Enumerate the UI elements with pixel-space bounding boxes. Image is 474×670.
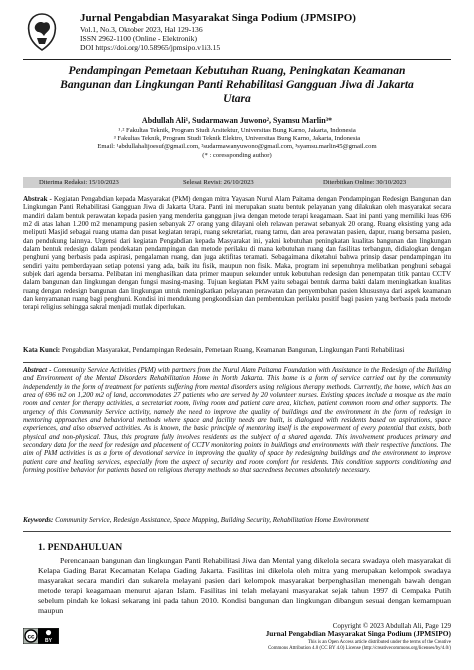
header-rule <box>23 59 451 60</box>
by-label: BY <box>45 638 52 644</box>
corresponding-note: (* : coressponding author) <box>202 151 272 159</box>
journal-header <box>80 12 450 52</box>
affiliation-2: ³ Fakultas Teknik, Program Studi Teknik Elektro, Universitas Bung Karno, Jakarta, Indonesia <box>113 135 361 143</box>
affiliations <box>40 127 434 160</box>
keywords <box>23 516 451 524</box>
date-received: Diterima Redaksi: 15/10/2023 <box>39 179 119 186</box>
keywords-divider <box>23 531 451 532</box>
license-line-1: This is an Open Access article distributed under the terms of the Creative <box>307 640 451 645</box>
abstract-paragraph: Abstract - Community Service Activities (PkM) with partners from the Nurul Alam Paitama Foundation with Assistance in the Redesign of the Building and Environment of the Mental Disorders Rehabilitation Home in North Jakarta. This home is a form of service carried out by the community independently in the form of treatment for patients suffering from mental disorders using religious therapy methods. Currently, the home, which has an area of 696 m2 on 1,200 m2 of land, accommodates 27 patients who are served by 20 volunteer nurses. Existing spaces include a mosque as the main room and center for therapy activities, a secretariat room, living room and patient care area, kitchen, patient common room and other supports. The urgency of this Community Service activity, namely the need to improve the quality of buildings and the environment in the form of redesign in mentoring approaches and behavioral methods where space and facility needs are built, is dialogued with residents based on aspirations, space experiences, and also observed activities. As is known, the basic principle of mentoring itself is the empowerment of every potential that exists, both physical and non-physical. Thus, this program fully involves residents as the subject of a shared agenda. This involvement produces primary and secondary data for the need for redesign and placement of CCTV monitoring points in buildings and environments with their respective functions. The aim of PkM activities is as a form of devotional service in improving the quality of space by redesigning buildings and the environment to improve patient care and healing services, especially from the aspect of security and room comfort for residents. This condition supports conditioning and forming positive behavior for patients based on religious therapy methods so that sacredness becomes absolutely necessary. <box>23 366 451 475</box>
abstract-text: Community Service Activities (PkM) with partners from the Nurul Alam Paitama Foundation with Assistance in the Redesign of the Building and Environment of the Mental Disorders Rehabilitation Home in North Jakarta. This home is a form of service carried out by the community independently in the form of treatment for patients suffering from mental disorders using religious therapy methods. Currently, the home, which has an area of 696 m2 on 1,200 m2 of land, accommodates 27 patients who are served by 20 volunteer nurses. Existing spaces include a mosque as the main room and center for therapy activities, a secretariat room, living room and patient care area, kitchen, patient common room and other supports. The urgency of this Community Service activity, namely the need to improve the quality of buildings and the environment in the form of redesign in mentoring approaches and behavioral methods where space and facility needs are built, is dialogued with residents based on aspirations, space experiences, and also observed activities. As is known, the basic principle of mentoring itself is the empowerment of every potential that exists, both physical and non-physical. Thus, this program fully involves residents as the subject of a shared agenda. This involvement produces primary and secondary data for the need for redesign and placement of CCTV monitoring points in buildings and environments with their respective functions. The aim of PkM activities is as a form of devotional service in improving the quality of space by redesigning buildings and the environment to improve patient care and healing services, especially from the aspect of security and room comfort for residents. This condition supports conditioning and forming positive behavior for patients based on religious therapy methods so that sacredness becomes absolutely necessary. <box>23 366 451 475</box>
abstrak-text: Kegiatan Pengabdian kepada Masyarakat (PkM) dengan mitra Yayasan Nurul Alam Paitama dengan Pendampingan Redesign Bangunan dan Lingkungan Panti Rehabilitasi Gangguan Jiwa di Jakarta Utara. Panti ini merupakan suatu bentuk pelayanan yang dilakukan oleh masyarakat secara mandiri dalam bentuk perawatan kepada pasien yang menderita gangguan jiwa dengan metode terapi keagamaan. Saat ini panti yang memiliki luas 696 m2 di atas lahan 1.200 m2 menampung pasien sebanyak 27 orang yang dilayani oleh relawan perawat sebanyak 20 orang. Ruang eksisting yang ada meliputi Masjid sebagai ruang utama dan pusat kegiatan terapi, ruang sekretariat, ruang tamu, dan area perawatan pasien, dapur, ruang bersama pasien, dan pendukung lainnya. Urgensi dari kegiatan Pengabdian kepada Masyarakat ini, yakni kebutuhan peningkatan kualitas bangunan dan lingkungan dalam bentuk redesign dalam pendekatan pendampingan dan metode perilaku di mana kebutuhan ruang dan fasilitas terbangun, didialogkan dengan penghuni yang berbasis pada aspirasi, pengalaman ruang, dan juga aktifitas teramati. Sebagaimana diketahui bahwa prinsip dasar pendampingan itu sendiri yaitu pemberdayaan setiap potensi yang ada, baik itu fisik, maupun non fisik. Maka, program ini sepenuhnya melibatkan penghuni sebagai subjek dari agenda bersama. Pelibatan ini menghasilkan data primer maupun sekunder untuk kebutuhan redesign dan penempatan titik pantau CCTV dalam bangunan dan lingkungan dengan fungsi masing-masing. Tujuan kegiatan PkM yaitu sebagai bentuk darma bakti dalam meningkatkan kualitas ruang dengan redesign bangunan dan lingkungan untuk meningkatkan pelayanan perawatan dan penyembuhan pasien khususnya dari aspek keamanan dan kenyamanan ruang bagi penghuni. Kondisi ini mendukung pengkondisian dan pembentukan perilaku positif bagi pasien yang berbasis pada metode terapi religius sehingga sakral menjadi mutlak diperlukan. <box>23 195 451 312</box>
license-line-2[interactable]: Commons Attribution 4.0 (CC BY 4.0) License (http://creativecommons.org/licenses/by/4.0/) <box>268 646 451 651</box>
keywords-text: Community Service, Redesign Assistance, Space Mapping, Building Security, Rehabilitation Home Environment <box>55 516 369 524</box>
footer-journal-name: Jurnal Pengabdian Masyarakat Singa Podium (JPMSIPO) <box>265 629 451 639</box>
kata-kunci-text: Pengabdian Masyarakat, Pendampingan Redesain, Pemetaan Ruang, Keamanan Bangunan, Lingkungan Panti Rehabilitasi <box>61 346 405 354</box>
doi-link[interactable]: DOI https://doi.org/10.58965/jpmsipo.v1i3.15 <box>80 43 221 52</box>
article-title: Pendampingan Pemetaan Kebutuhan Ruang, Peningkatan Keamanan Bangunan dan Lingkungan Panti Rehabilitasi Gangguan Jiwa di Jakarta Utara <box>60 64 414 105</box>
section-heading: 1. PENDAHULUAN <box>38 542 123 553</box>
abstrak-label: Abstrak <box>23 195 48 203</box>
abstrak-paragraph: Abstrak - Kegiatan Pengabdian kepada Masyarakat (PkM) dengan mitra Yayasan Nurul Alam Paitama dengan Pendampingan Redesign Bangunan dan Lingkungan Panti Rehabilitasi Gangguan Jiwa di Jakarta Utara. Panti ini merupakan suatu bentuk pelayanan yang dilakukan oleh masyarakat secara mandiri dalam bentuk perawatan kepada pasien yang menderita gangguan jiwa dengan metode terapi keagamaan. Saat ini panti yang memiliki luas 696 m2 di atas lahan 1.200 m2 menampung pasien sebanyak 27 orang yang dilayani oleh relawan perawat sebanyak 20 orang. Ruang eksisting yang ada meliputi Masjid sebagai ruang utama dan pusat kegiatan terapi, ruang sekretariat, ruang tamu, dan area perawatan pasien, dapur, ruang bersama pasien, dan pendukung lainnya. Urgensi dari kegiatan Pengabdian kepada Masyarakat ini, yakni kebutuhan peningkatan kualitas bangunan dan lingkungan dalam bentuk redesign dalam pendekatan pendampingan dan metode perilaku di mana kebutuhan ruang dan fasilitas terbangun, didialogkan dengan penghuni yang berbasis pada aspirasi, pengalaman ruang, dan juga aktifitas teramati. Sebagaimana diketahui bahwa prinsip dasar pendampingan itu sendiri yaitu pemberdayaan setiap potensi yang ada, baik itu fisik, maupun non fisik. Maka, program ini sepenuhnya melibatkan penghuni sebagai subjek dari agenda bersama. Pelibatan ini menghasilkan data primer maupun sekunder untuk kebutuhan redesign dan penempatan titik pantau CCTV dalam bangunan dan lingkungan dengan fungsi masing-masing. Tujuan kegiatan PkM yaitu sebagai bentuk darma bakti dalam meningkatkan kualitas ruang dengan redesign bangunan dan lingkungan untuk meningkatkan pelayanan perawatan dan penyembuhan pasien khususnya dari aspek keamanan dan kenyamanan ruang bagi penghuni. Kondisi ini mendukung pengkondisian dan pembentukan perilaku positif bagi pasien yang berbasis pada metode terapi religius sehingga sakral menjadi mutlak diperlukan. <box>23 195 451 312</box>
journal-logo <box>23 12 61 52</box>
keywords-label: Keywords: <box>23 516 54 524</box>
date-revised: Selesai Revisi: 26/10/2023 <box>183 179 254 186</box>
cc-label: cc <box>27 633 35 641</box>
copyright-line: Copyright © 2023 Abdullah Ali, Page 129 <box>332 622 451 630</box>
affiliation-1: ¹˒² Fakultas Teknik, Program Studi Arsitektur, Universitas Bung Karno, Jakarta, Indonesia <box>118 127 356 134</box>
cc-by-license-icon <box>23 628 59 644</box>
page-footer <box>108 622 451 639</box>
abstract-divider <box>23 362 451 363</box>
journal-name: Jurnal Pengabdian Masyarakat Singa Podium (JPMSIPO) <box>80 12 356 24</box>
author-emails: Email: ¹abdullahalijoesuf@gmail.com, ²sudarmawanyuwono@gmail.com, ³syamsu.marlin45@gmail.com <box>97 143 377 151</box>
author-list: Abdullah Ali¹, Sudarmawan Juwono², Syamsu Marlin³* <box>141 116 333 125</box>
volume-info: Vol.1, No.3, Oktober 2023, Hal 129-136 <box>80 25 203 34</box>
date-online: Diterbitkan Online: 30/10/2023 <box>323 179 407 186</box>
section-body: Perencanaan bangunan dan lingkungan Panti Rehabilitasi Jiwa dan Mental yang dikelola secara swadaya oleh masyarakat di Kelapa Gading Barat Kecamatan Kelapa Gading Jakarta. Fasilitas ini dikelola oleh mitra yang merupakan kelompok swadaya masyarakat secara mandiri dan sukarela melayani pasien dari kelompok masyarakat berpenghasilan menengah bawah dengan metode terapi keagamaan menurut ajaran Islam. Fasilitas ini telah melayani masyarakat sejak tahun 1997 di Cempaka Putih sebelum pindah ke lokasi sekarang ini pada tahun 2010. Kondisi bangunan dan lingkungan dibangun sesuai dengan kemampuan maupun <box>38 556 451 615</box>
license-text <box>68 640 451 652</box>
article-dates-bar <box>23 177 451 188</box>
issn-info: ISSN 2962-1100 (Online - Elektronik) <box>80 34 197 43</box>
abstract-label: Abstract <box>23 366 48 374</box>
kata-kunci-label: Kata Kunci: <box>23 346 61 354</box>
kata-kunci <box>23 346 451 354</box>
